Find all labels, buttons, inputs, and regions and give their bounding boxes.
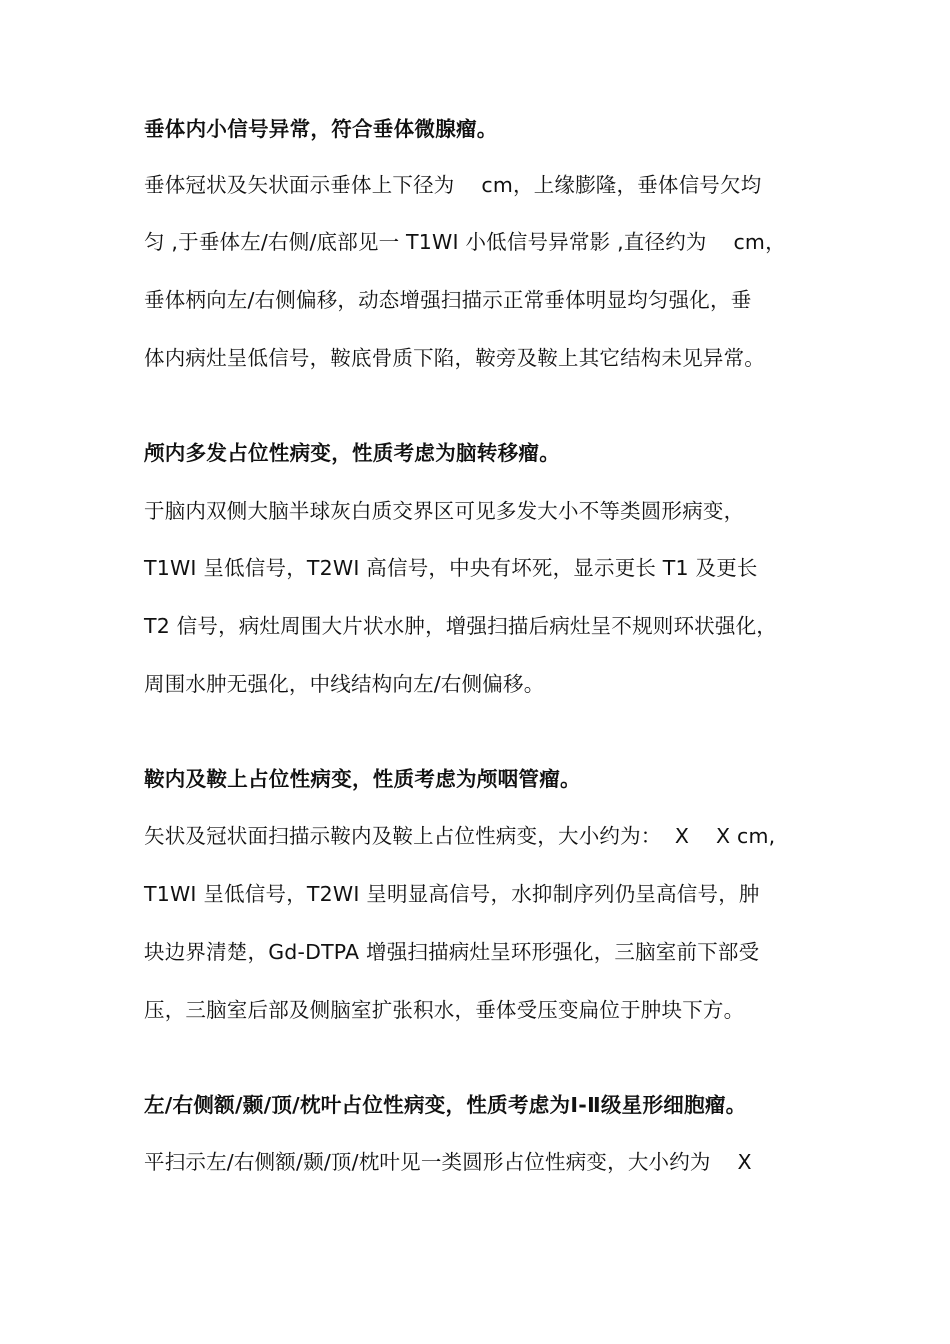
section-2-line-3: T2 信号，病灶周围大片状水肿，增强扫描后病灶呈不规则环状强化， xyxy=(144,614,777,638)
section-2-line-1: 于脑内双侧大脑半球灰白质交界区可见多发大小不等类圆形病变， xyxy=(144,499,745,523)
section-4-title: 左/右侧额/颞/顶/枕叶占位性病变，性质考虑为Ⅰ-Ⅱ级星形细胞瘤。 xyxy=(144,1093,747,1117)
section-2-title: 颅内多发占位性病变，性质考虑为脑转移瘤。 xyxy=(144,441,560,465)
section-3-title: 鞍内及鞍上占位性病变，性质考虑为颅咽管瘤。 xyxy=(144,767,581,791)
section-1-line-3: 垂体柄向左/右侧偏移，动态增强扫描示正常垂体明显均匀强化，垂 xyxy=(144,288,752,312)
section-1-line-1: 垂体冠状及矢状面示垂体上下径为 cm，上缘膨隆，垂体信号欠均 xyxy=(144,173,762,197)
section-3-line-4: 压，三脑室后部及侧脑室扩张积水，垂体受压变扁位于肿块下方。 xyxy=(144,998,745,1022)
section-2-line-4: 周围水肿无强化，中线结构向左/右侧偏移。 xyxy=(144,672,545,696)
section-1-line-4: 体内病灶呈低信号，鞍底骨质下陷，鞍旁及鞍上其它结构未见异常。 xyxy=(144,346,765,370)
section-1-line-2: 匀 ,于垂体左/右侧/底部见一 T1WI 小低信号异常影 ,直径约为 cm， xyxy=(144,230,786,254)
section-3-line-2: T1WI 呈低信号，T2WI 呈明显高信号，水抑制序列仍呈高信号，肿 xyxy=(144,882,760,906)
section-1-title: 垂体内小信号异常，符合垂体微腺瘤。 xyxy=(144,117,498,141)
section-2-line-2: T1WI 呈低信号，T2WI 高信号，中央有坏死，显示更长 T1 及更长 xyxy=(144,556,758,580)
section-3-line-3: 块边界清楚，Gd-DTPA 增强扫描病灶呈环形强化，三脑室前下部受 xyxy=(144,940,760,964)
section-3-line-1: 矢状及冠状面扫描示鞍内及鞍上占位性病变，大小约为： X X cm, xyxy=(144,824,776,848)
section-4-line-1: 平扫示左/右侧额/颞/顶/枕叶见一类圆形占位性病变，大小约为 X xyxy=(144,1150,752,1174)
